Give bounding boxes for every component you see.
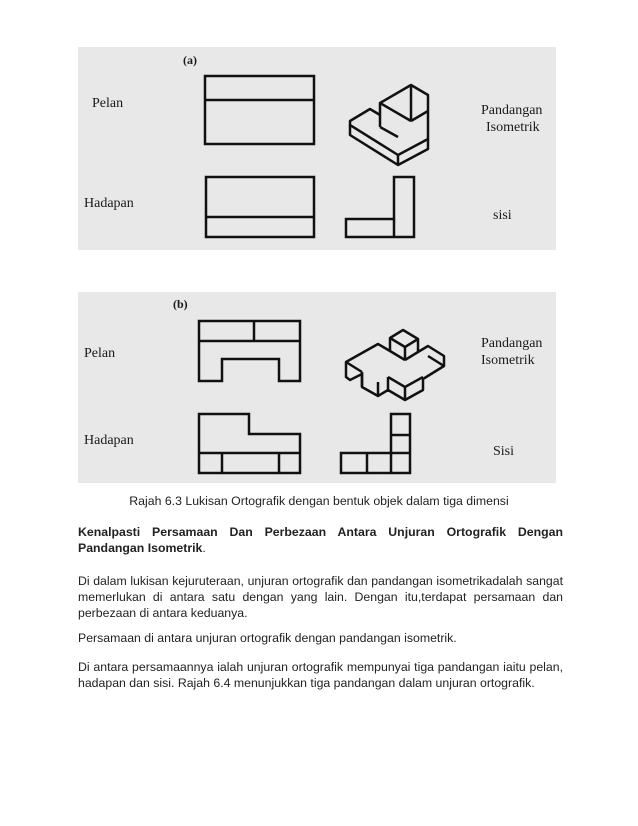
figure-a-pandangan-label: Pandangan	[481, 103, 543, 118]
figure-a-isometrik-label: Isometrik	[486, 120, 540, 135]
figure-b-sisi-label: Sisi	[493, 444, 515, 459]
figure-a-sisi-label: sisi	[493, 208, 512, 223]
figure-a-front-view	[206, 177, 314, 237]
figure-b-isometrik-label: Isometrik	[481, 353, 535, 368]
figure-b-label: (b)	[173, 297, 188, 311]
section-heading	[78, 524, 563, 556]
figure-a-hadapan-label: Hadapan	[84, 196, 134, 211]
paragraph-similarity-heading: Persamaan di antara unjuran ortografik dengan pandangan isometrik.	[78, 631, 457, 645]
figure-b	[78, 292, 556, 483]
figure-a	[78, 47, 556, 250]
figure-b-pandangan-label: Pandangan	[481, 336, 543, 351]
figure-b-front-view	[199, 414, 300, 473]
figure-a-pelan-label: Pelan	[92, 96, 124, 111]
figure-caption: Rajah 6.3 Lukisan Ortografik dengan bentuk objek dalam tiga dimensi	[129, 494, 509, 508]
figure-b-isometric-view	[346, 330, 444, 400]
figure-b-plan-view	[199, 321, 300, 381]
figure-b-pelan-label: Pelan	[84, 346, 116, 361]
figure-a-plan-view	[205, 76, 314, 144]
paragraph-intro: Di dalam lukisan kejuruteraan, unjuran ortografik dan pandangan isometrikadalah sangat memerlukan di antara satu dengan yang lain. Dengan itu,terdapat persamaan dan perbezaan di antara keduanya.	[78, 574, 563, 620]
figure-b-side-view	[341, 414, 410, 473]
figure-a-isometric-view	[350, 85, 428, 165]
figure-a-label: (a)	[183, 53, 197, 67]
figure-a-side-view	[346, 177, 414, 237]
figure-b-hadapan-label: Hadapan	[84, 433, 134, 448]
paragraph-similarity-body: Di antara persamaannya ialah unjuran ortografik mempunyai tiga pandangan iaitu pelan, hadapan dan sisi. Rajah 6.4 menunjukkan tiga pandangan dalam unjuran ortografik.	[78, 660, 563, 690]
section-heading-period: .	[202, 541, 206, 555]
section-heading-bold: Kenalpasti Persamaan Dan Perbezaan Antara Unjuran Ortografik Dengan Pandangan Isometrik	[78, 525, 563, 555]
